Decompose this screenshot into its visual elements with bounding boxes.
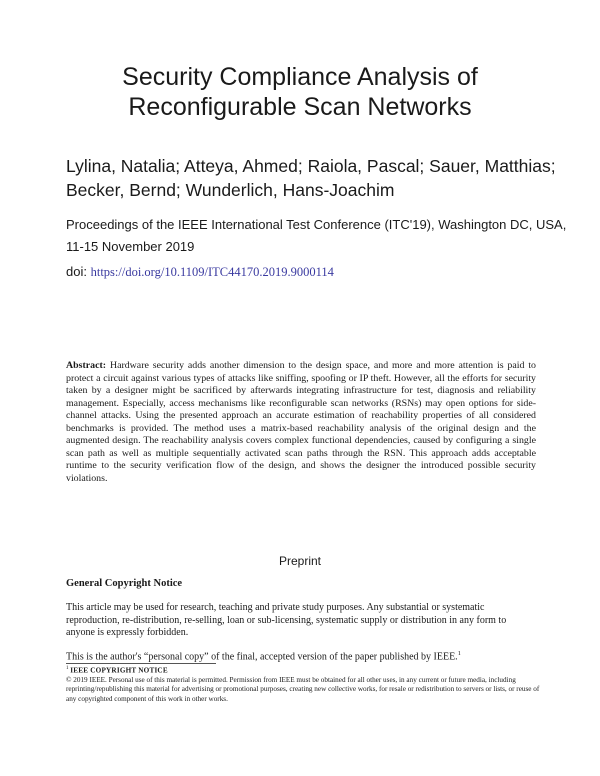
abstract-text: Hardware security adds another dimension to the design space, and more and more attention is paid to protect a circuit against various types of attacks like sniffing, spoofing or IP theft. However, all the efforts for security taken by a designer might be sacrificed by afterwards integrating infrastructure for test, diagnosis and reliability management. Especially, access mechanisms like reconfigurable scan networks (RSNs) may open options for side-channel attacks. Using the presented approach an accurate estimation of reachability properties of all considered benchmarks is provided. The method uses a matrix-based reachability analysis of the original design and the augmented design. The reachability analysis covers complex functional dependencies, caused by configuring a single scan path as well as multiple sequentially activated scan paths through the RSN. This approach adds acceptable runtime to the security verification flow of the design, and shows the designer the introduced possible security violations. bbox=[66, 360, 536, 484]
footnote-title: IEEE COPYRIGHT NOTICE bbox=[70, 666, 168, 675]
footnote-number: 1 bbox=[66, 666, 69, 671]
footnote-ref: 1 bbox=[457, 650, 461, 657]
proceedings-line-2: 11-15 November 2019 bbox=[66, 239, 195, 254]
doi-line bbox=[66, 262, 334, 282]
title-line-1: Security Compliance Analysis of bbox=[122, 63, 478, 91]
doi-label: doi: bbox=[66, 264, 87, 279]
author-line-2: Becker, Bernd; Wunderlich, Hans-Joachim bbox=[66, 180, 395, 200]
title-line-2: Reconfigurable Scan Networks bbox=[128, 93, 472, 121]
author-list bbox=[66, 154, 566, 202]
page-title bbox=[0, 62, 600, 122]
personal-copy-note bbox=[66, 648, 546, 663]
abstract bbox=[66, 360, 536, 485]
footnote bbox=[66, 664, 546, 704]
copyright-body: This article may be used for research, teaching and private study purposes. Any substantial or systematic reproduction, re-distribution, re-selling, loan or sub-licensing, systematic supply or distribution in any form to anyone is expressly forbidden. bbox=[66, 602, 507, 639]
personal-copy-text: This is the author's “personal copy” of the final, accepted version of the paper published by IEEE. bbox=[66, 651, 458, 663]
footnote-text: 2019 IEEE. Personal use of this material is permitted. Permission from IEEE must be obtained for all other uses, in any current or future media, including reprinting/republishing this material for advertising or promotional purposes, creating new collective works, for resale or redistribution to servers or lists, or reuse of any copyrighted component of this work in other works. bbox=[66, 675, 540, 703]
doi-link[interactable]: https://doi.org/10.1109/ITC44170.2019.9000114 bbox=[90, 265, 334, 279]
proceedings-line-1: Proceedings of the IEEE International Test Conference (ITC'19), Washington DC, USA, bbox=[66, 217, 567, 232]
copyright-heading: General Copyright Notice bbox=[66, 578, 183, 589]
abstract-label: Abstract: bbox=[66, 360, 107, 371]
preprint-label: Preprint bbox=[278, 554, 322, 568]
author-line-1: Lylina, Natalia; Atteya, Ahmed; Raiola, Pascal; Sauer, Matthias; bbox=[66, 156, 556, 176]
copyright-symbol-icon: © bbox=[66, 675, 72, 684]
proceedings-info bbox=[66, 214, 566, 258]
